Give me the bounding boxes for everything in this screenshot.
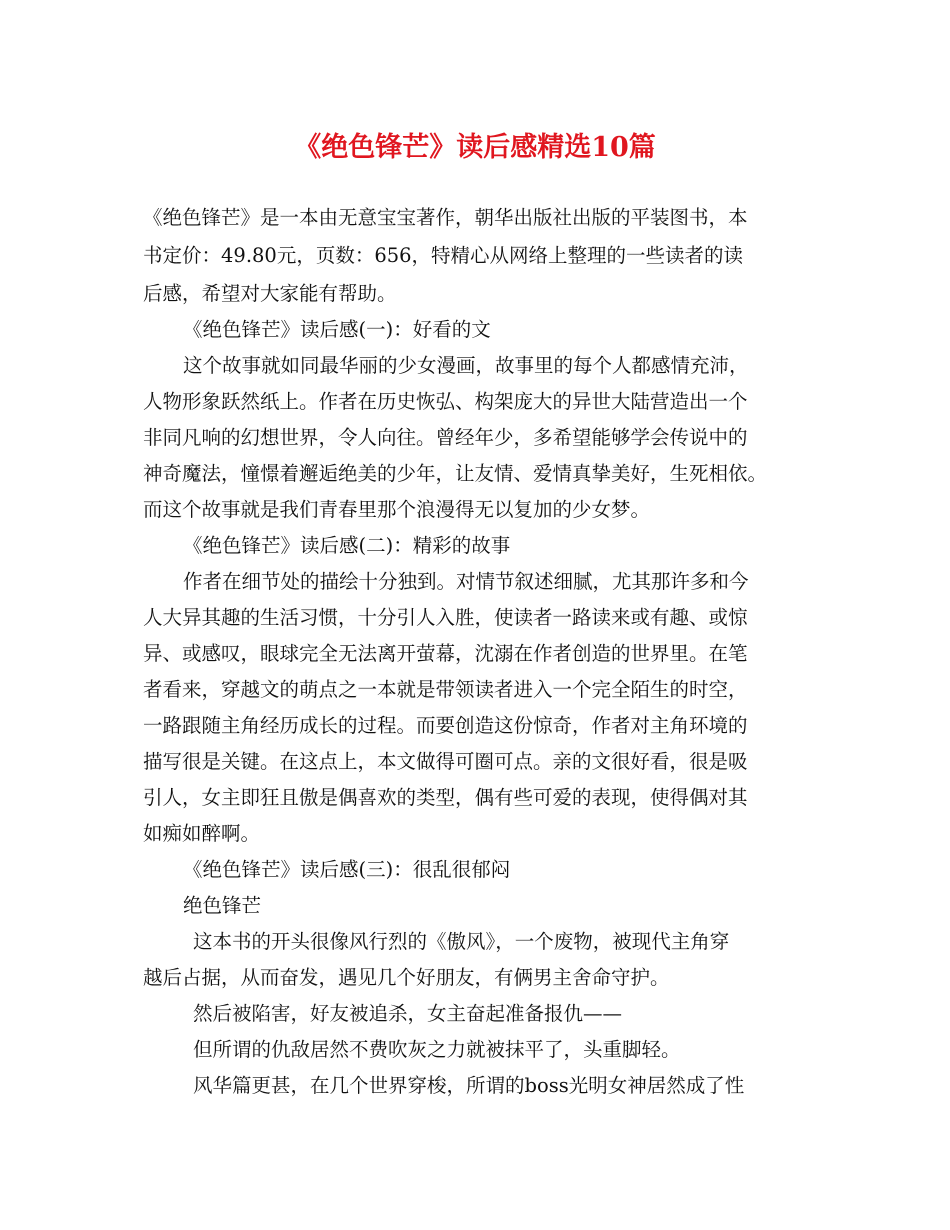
text-line-s1-3: 非同凡响的幻想世界，令人向往。曾经年少，多希望能够学会传说中的 — [143, 426, 748, 449]
text-line-intro-3: 后感，希望对大家能有帮助。 — [143, 282, 397, 305]
text-line-s2-2: 人大异其趣的生活习惯，十分引人入胜，使读者一路读来或有趣、或惊 — [143, 606, 748, 629]
text-line-s1-4: 神奇魔法，憧憬着邂逅绝美的少年，让友情、爱情真挚美好，生死相依。 — [143, 462, 768, 485]
text-line-s3-1: 绝色锋芒 — [183, 894, 262, 917]
text-line-s3-5: 但所谓的仇敌居然不费吹灰之力就被抹平了，头重脚轻。 — [193, 1038, 681, 1061]
section-heading-2: 《绝色锋芒》读后感(二)：精彩的故事 — [183, 534, 511, 557]
text-line-s3-2: 这本书的开头很像风行烈的《傲风》，一个废物，被现代主角穿 — [193, 930, 730, 953]
text-line-s2-3: 异、或感叹，眼球完全无法离开萤幕，沈溺在作者创造的世界里。在笔 — [143, 642, 748, 665]
text-line-intro-1: 《绝色锋芒》是一本由无意宝宝著作，朝华出版社出版的平装图书，本 — [143, 206, 748, 229]
text-line-s3-4: 然后被陷害，好友被追杀，女主奋起准备报仇—— — [193, 1002, 623, 1025]
text-line-s1-5: 而这个故事就是我们青春里那个浪漫得无以复加的少女梦。 — [143, 498, 651, 521]
text-line-s2-1: 作者在细节处的描绘十分独到。对情节叙述细腻，尤其那许多和今 — [183, 570, 749, 593]
text-line-s2-5: 一路跟随主角经历成长的过程。而要创造这份惊奇，作者对主角环境的 — [143, 714, 748, 737]
text-line-s3-6: 风华篇更甚，在几个世界穿梭，所谓的boss光明女神居然成了性 — [193, 1074, 745, 1097]
section-heading-1: 《绝色锋芒》读后感(一)：好看的文 — [183, 318, 491, 341]
text-line-s1-2: 人物形象跃然纸上。作者在历史恢弘、构架庞大的异世大陆营造出一个 — [143, 390, 748, 413]
text-line-s3-3: 越后占据，从而奋发，遇见几个好朋友，有俩男主舍命守护。 — [143, 966, 670, 989]
text-line-s2-6: 描写很是关键。在这点上，本文做得可圈可点。亲的文很好看，很是吸 — [143, 750, 748, 773]
text-line-s2-4: 者看来，穿越文的萌点之一本就是带领读者进入一个完全陌生的时空， — [143, 678, 748, 701]
text-line-s1-1: 这个故事就如同最华丽的少女漫画，故事里的每个人都感情充沛， — [183, 354, 749, 377]
document-title: 《绝色锋芒》读后感精选10篇 — [294, 132, 656, 163]
text-line-intro-2: 书定价：49.80元，页数：656，特精心从网络上整理的一些读者的读 — [143, 244, 744, 267]
text-line-s2-7: 引人，女主即狂且傲是偶喜欢的类型，偶有些可爱的表现，使得偶对其 — [143, 786, 748, 809]
text-line-s2-8: 如痴如醉啊。 — [143, 822, 261, 845]
section-heading-3: 《绝色锋芒》读后感(三)：很乱很郁闷 — [183, 858, 511, 881]
